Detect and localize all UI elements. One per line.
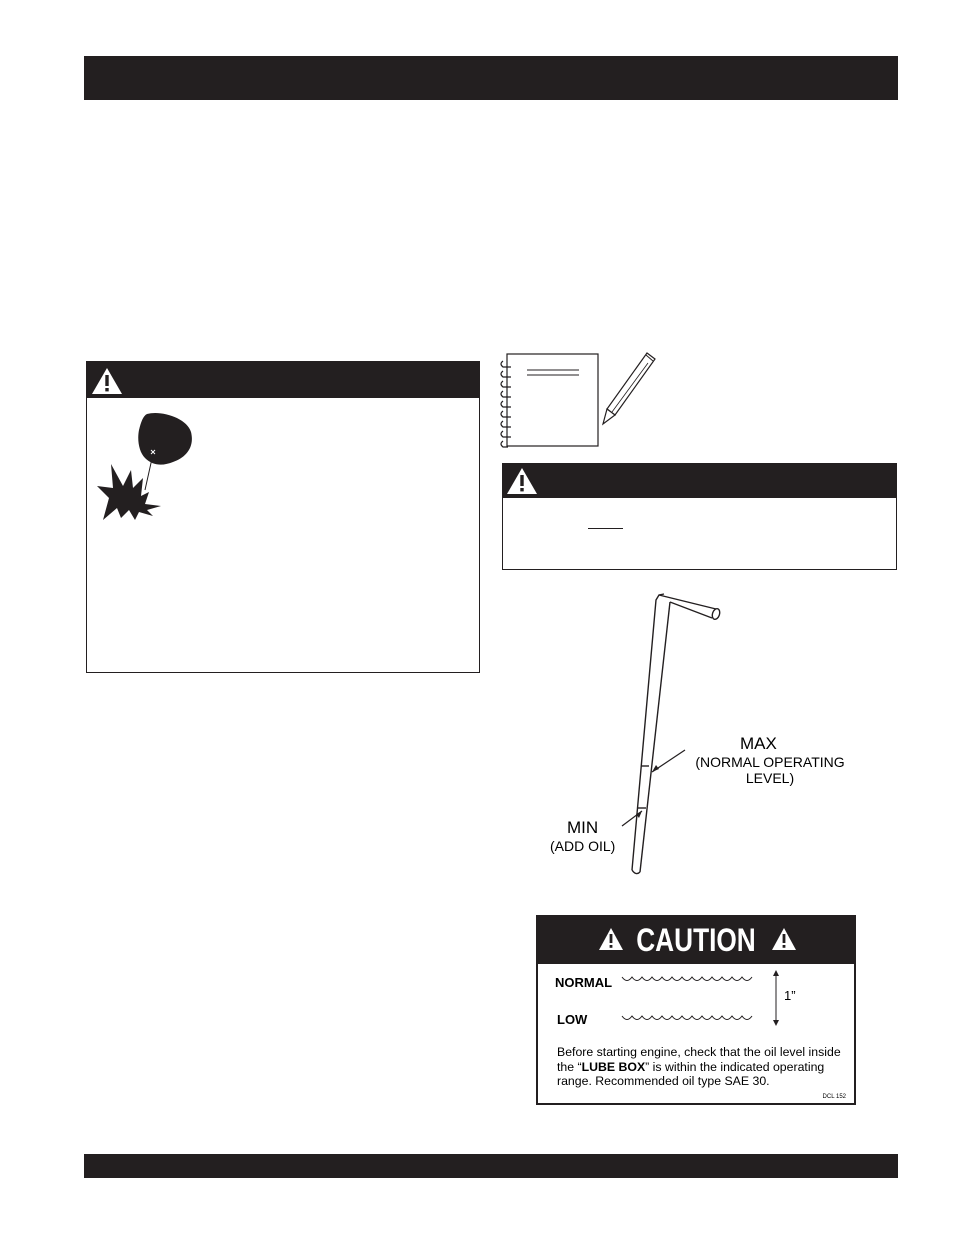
underline-mark [588,528,623,529]
caution-text-end: ” is within the indicated operating range. Recommended oil type SAE 30. [557,1059,825,1088]
warning-triangle-icon [771,927,797,951]
warning-triangle-icon [505,466,539,496]
caution-title: CAUTION [636,922,756,958]
caution-decal [536,915,856,1105]
notebook-icon [497,349,661,449]
warning-triangle-icon [90,366,124,396]
level-label: LEVEL) [745,770,795,786]
header-bar [84,56,898,100]
add-oil-label: (ADD OIL) [550,838,616,854]
caution-text-start: Before starting engine, check that the oil level inside the “ [557,1045,841,1074]
max-label: MAX [740,734,777,753]
decal-code: DCL 152 [822,1094,846,1100]
caution-instructions [557,1045,847,1089]
warning-box-left [86,361,480,673]
warning-box-right [502,463,897,570]
min-label: MIN [567,818,599,837]
pencil-icon [603,353,655,424]
low-level-label: LOW [557,1012,588,1027]
normal-operating-label: (NORMAL OPERATING [695,754,845,770]
oil-level-waves [620,967,780,1033]
caution-text-bold: LUBE BOX [581,1059,646,1074]
footer-bar [84,1154,898,1178]
normal-level-label: NORMAL [555,975,613,990]
explosion-icon [95,412,195,522]
warning-header [503,464,896,498]
warning-header [87,362,479,398]
caution-header [538,917,854,964]
dimension-label: 1” [784,988,796,1003]
